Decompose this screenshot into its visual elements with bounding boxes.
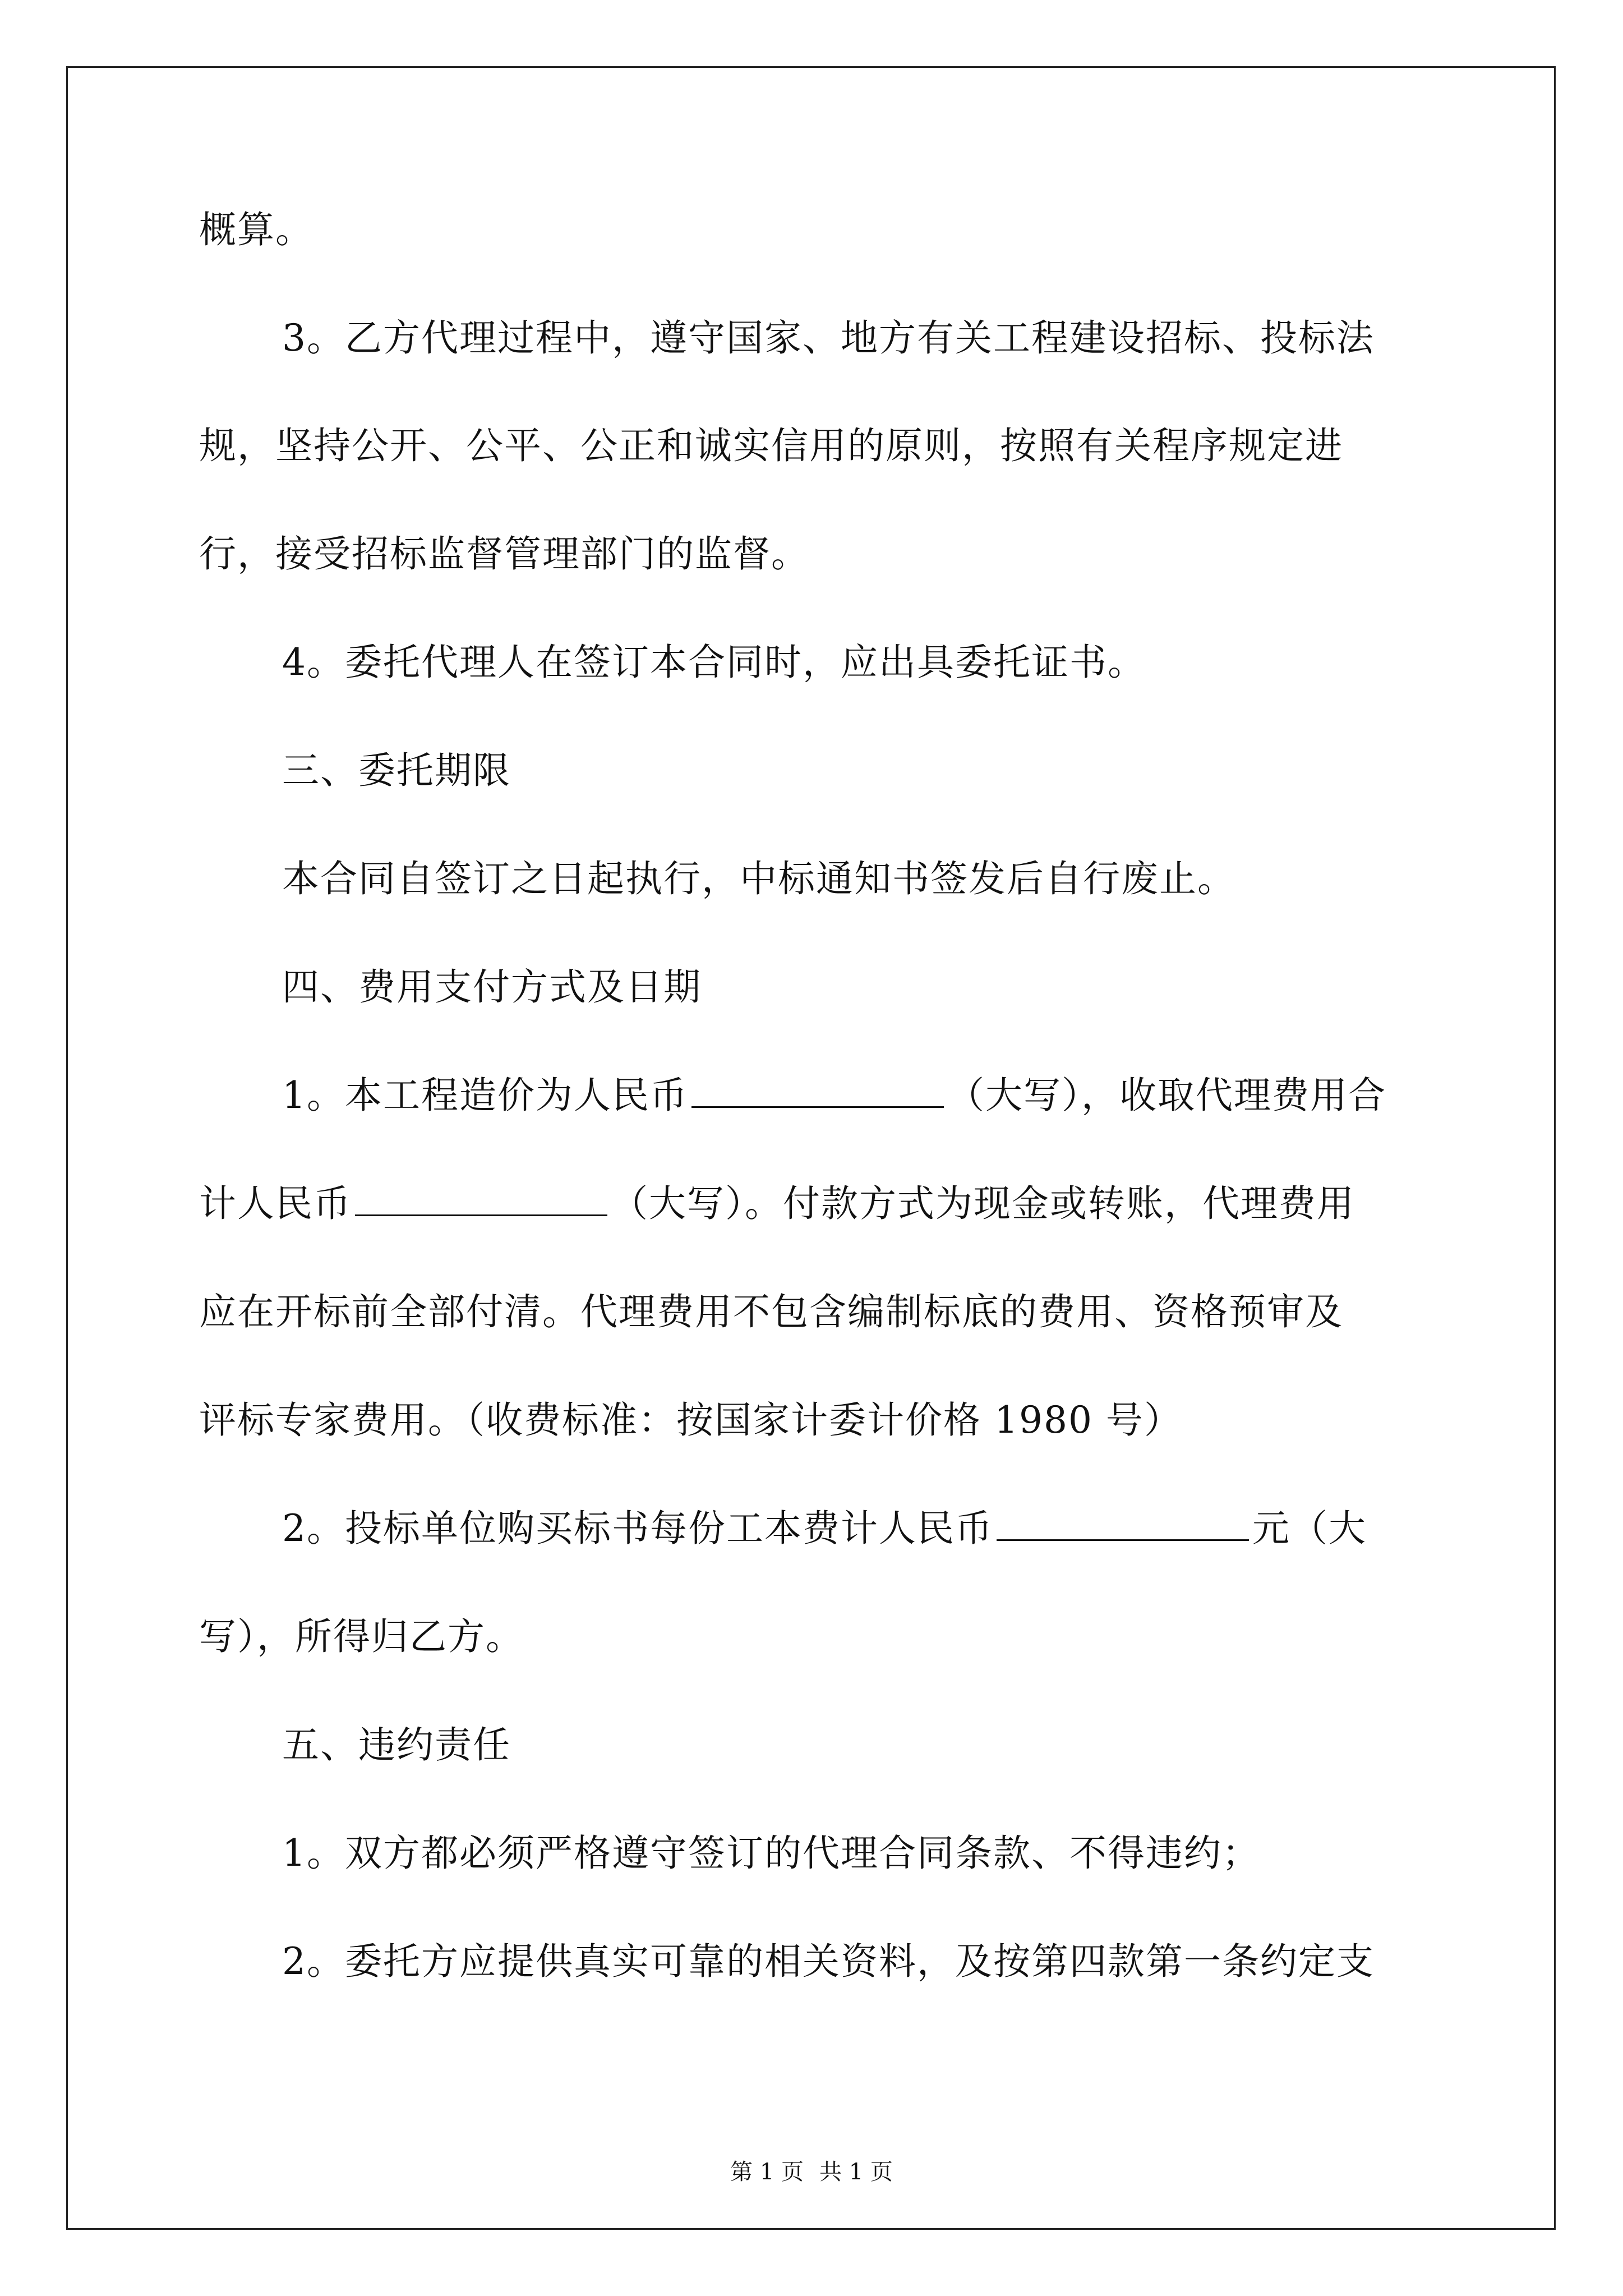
- text-line: 1。双方都必须严格遵守签订的代理合同条款、不得违约；: [282, 1832, 1260, 1875]
- text-line: 行，接受招标监督管理部门的监督。: [199, 532, 809, 576]
- page-number: 第 1 页: [730, 2159, 804, 2185]
- page-footer: [0, 2161, 1623, 2183]
- fill-in-blank: [997, 1510, 1249, 1541]
- fill-in-blank: [691, 1077, 944, 1108]
- text-segment: （大写），收取代理费用合: [947, 1074, 1386, 1117]
- text-segment: 计人民币: [199, 1182, 352, 1225]
- text-segment: （大写）。付款方式为现金或转账，代理费用: [611, 1182, 1355, 1225]
- text-segment: 1。本工程造价为人民币: [282, 1074, 688, 1117]
- text-line: [199, 1182, 1355, 1225]
- text-line: 应在开标前全部付清。代理费用不包含编制标底的费用、资格预审及: [199, 1290, 1343, 1333]
- text-segment: 2。投标单位购买标书每份工本费计人民币: [282, 1507, 993, 1550]
- text-line: 2。委托方应提供真实可靠的相关资料，及按第四款第一条约定支: [282, 1940, 1375, 1983]
- text-line: 评标专家费用。（收费标准：按国家计委计价格 1980 号）: [199, 1398, 1182, 1442]
- section-heading: 五、违约责任: [282, 1723, 511, 1766]
- text-line: 规，坚持公开、公平、公正和诚实信用的原则，按照有关程序规定进: [199, 424, 1343, 467]
- fill-in-blank: [355, 1185, 607, 1216]
- text-line: [282, 1074, 1386, 1117]
- text-line: 3。乙方代理过程中，遵守国家、地方有关工程建设招标、投标法: [282, 316, 1375, 360]
- text-line: 写），所得归乙方。: [199, 1615, 524, 1658]
- text-line: [282, 1507, 1367, 1550]
- section-heading: 三、委托期限: [282, 749, 511, 792]
- page-border: [66, 66, 1556, 2230]
- page-total: 共 1 页: [819, 2159, 893, 2185]
- section-heading: 四、费用支付方式及日期: [282, 965, 702, 1009]
- text-line: 本合同自签订之日起执行，中标通知书签发后自行废止。: [282, 857, 1235, 900]
- text-segment: 元（大: [1252, 1507, 1367, 1550]
- text-line: 4。委托代理人在签订本合同时，应出具委托证书。: [282, 641, 1146, 684]
- text-line: 概算。: [199, 208, 313, 251]
